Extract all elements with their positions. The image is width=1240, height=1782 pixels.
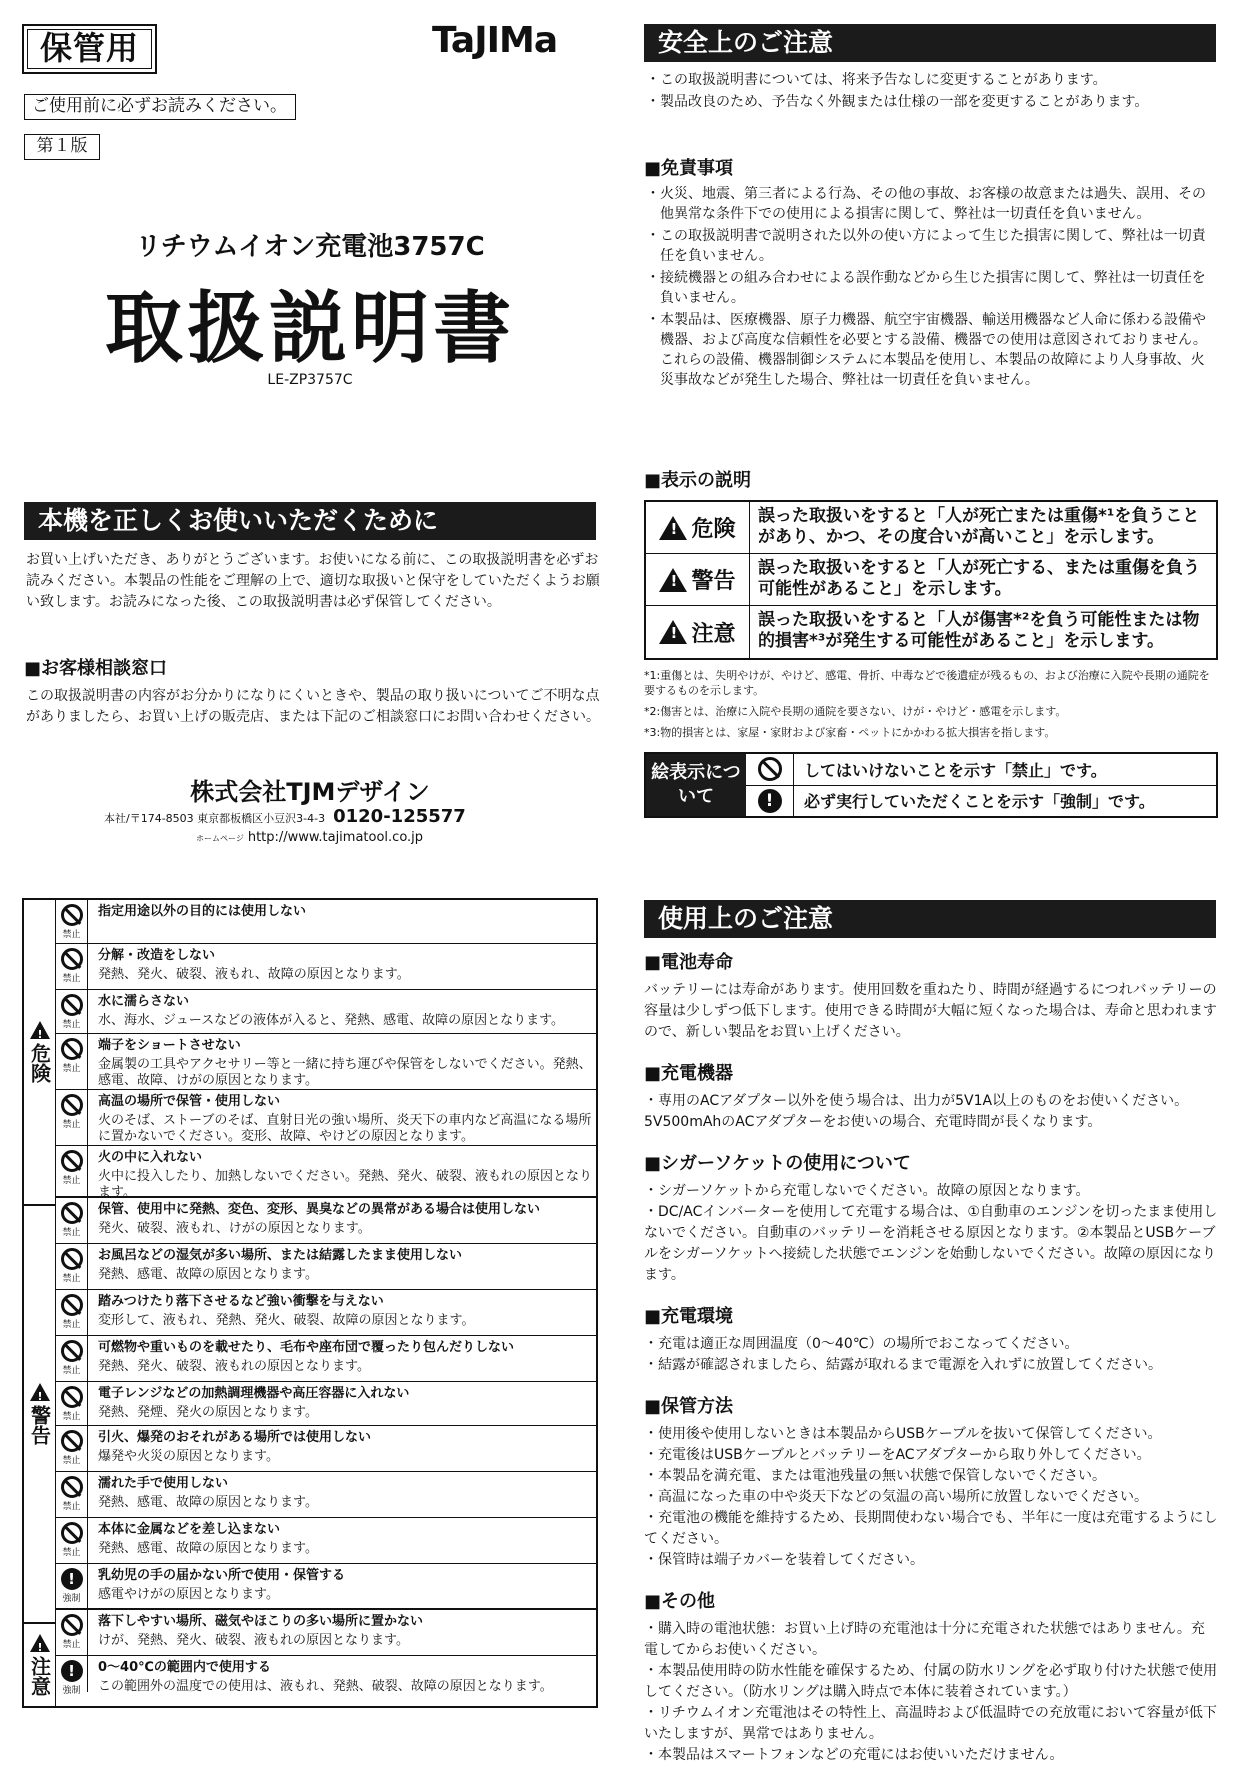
keep-label: 保管用 — [39, 29, 139, 67]
picto-legend-label: 絵表示について — [646, 754, 746, 816]
document-title: 取扱説明書 — [104, 284, 515, 374]
prohibit-icon — [61, 948, 83, 970]
section-item: ・シガーソケットから充電しないでください。故障の原因となります。 — [644, 1183, 1090, 1199]
icon-label: 禁止 — [62, 1412, 81, 1422]
warning-heading: 電子レンジなどの加熱調理機器や高圧容器に入れない — [98, 1386, 410, 1401]
warning-text: 発熱、感電、故障の原因となります。 — [98, 1267, 318, 1282]
picto-text: してはいけないことを示す「禁止」です。 — [804, 760, 1107, 780]
warning-row — [56, 1518, 596, 1564]
warning-text: 発熱、発火、破裂、液もれの原因となります。 — [98, 1359, 370, 1374]
warning-text: 火のそば、ストーブのそば、直射日光の強い場所、炎天下の車内など高温になる場所に置かないでください。変形、故障、やけどの原因となります。 — [98, 1113, 592, 1144]
row-icon-cell — [56, 1382, 88, 1425]
battery-life-section — [644, 948, 1218, 1043]
section-item: ・充電池の機能を維持するため、長期間使わない場合でも、半年に一度は充電するようにしてください。 — [644, 1510, 1218, 1547]
picto-row — [746, 754, 1216, 786]
prohibit-icon — [758, 757, 782, 781]
warning-text: 発熱、発煙、発火の原因となります。 — [98, 1405, 318, 1420]
customer-heading: ■お客様相談窓口 — [24, 658, 168, 679]
icon-label: 禁止 — [62, 1020, 81, 1030]
warning-heading: お風呂などの湿気が多い場所、または結露したまま使用しない — [98, 1248, 463, 1263]
warning-row — [56, 1244, 596, 1290]
pictogram-legend — [644, 752, 1218, 818]
prohibit-icon — [61, 1094, 83, 1116]
company-name: 株式会社TJMデザイン — [190, 778, 430, 806]
icon-label: 禁止 — [62, 930, 81, 940]
warning-row — [56, 944, 596, 990]
product-name: リチウムイオン充電池3757C — [135, 232, 485, 262]
charger-section — [644, 1059, 1218, 1133]
usage-heading: 使用上のご注意 — [644, 900, 1216, 938]
warning-text: 発熱、感電、故障の原因となります。 — [98, 1541, 318, 1556]
footnotes — [644, 668, 1218, 740]
prohibit-icon — [61, 1294, 83, 1316]
prohibit-icon — [61, 1430, 83, 1452]
disclaimer-heading: ■免責事項 — [644, 158, 734, 179]
disclaimer-item: ・火災、地震、第三者による行為、その他の事故、お客様の故意または過失、誤用、その他異常な条件下での使用による損害に関して、弊社は一切責任を負いません。 — [646, 186, 1206, 222]
signal-text: 誤った取扱いをすると「人が死亡する、または重傷を負う可能性があること」を示します。 — [758, 558, 1200, 599]
customer-text: この取扱説明書の内容がお分かりになりにくいときや、製品の取り扱いについてご不明な点がありましたら、お買い上げの販売店、または下記のご相談窓口にお問い合わせください。 — [26, 688, 600, 725]
section-text: バッテリーには寿命があります。使用回数を重ねたり、時間が経過するにつれバッテリーの容量は少しずつ低下します。使用できる時間が大幅に短くなった場合は、寿命と思われますので、新しい製品をお買い上げください。 — [644, 982, 1217, 1040]
warning-heading: 火の中に入れない — [98, 1150, 203, 1165]
warning-row — [56, 1426, 596, 1472]
section-heading: ■保管方法 — [644, 1396, 734, 1417]
edition-label: 第１版 — [24, 134, 100, 160]
warning-row — [56, 1090, 596, 1146]
signal-label — [646, 554, 750, 605]
safety-note: ・この取扱説明書については、将来予告なしに変更することがあります。 — [646, 72, 1107, 88]
signal-word: 警告 — [691, 569, 736, 594]
prohibit-icon — [61, 1340, 83, 1362]
brand-logo — [432, 18, 602, 69]
warning-row — [56, 1472, 596, 1518]
warning-row — [56, 1198, 596, 1244]
warning-row — [56, 1146, 596, 1198]
intro-heading: 本機を正しくお使いいただくために — [24, 502, 596, 540]
signal-label — [646, 502, 750, 553]
icon-label: 禁止 — [62, 1502, 81, 1512]
warning-text: けが、発熱、発火、破裂、液もれの原因となります。 — [98, 1633, 409, 1648]
warning-heading: 保管、使用中に発熱、変色、変形、異臭などの異常がある場合は使用しない — [98, 1202, 541, 1217]
phone-number: 0120-125577 — [333, 806, 466, 827]
storage-section — [644, 1392, 1218, 1571]
row-icon-cell — [56, 944, 88, 989]
warning-heading: 0～40℃の範囲内で使用する — [98, 1660, 271, 1675]
row-icon-cell — [56, 1290, 88, 1335]
warning-heading: 端子をショートさせない — [98, 1038, 241, 1053]
row-icon-cell — [56, 1472, 88, 1517]
row-icon-cell — [56, 990, 88, 1033]
prohibit-icon — [61, 1522, 83, 1544]
warning-heading: 水に濡らさない — [98, 994, 190, 1009]
section-item: ・充電は適正な周囲温度（0～40℃）の場所でおこなってください。 — [644, 1336, 1079, 1352]
warning-triangle-icon — [30, 1383, 50, 1401]
intro-text: お買い上げいただき、ありがとうございます。お使いになる前に、この取扱説明書を必ずお読みください。本製品の性能をご理解の上で、適切な取扱いと保守をしていただくようお願い致します。お読みになった後、この取扱説明書は必ず保管してください。 — [26, 552, 600, 610]
category-label: 危険 — [27, 1043, 52, 1083]
row-icon-cell — [56, 900, 88, 943]
warning-text: この範囲外の温度での使用は、液もれ、発熱、破裂、故障の原因となります。 — [98, 1679, 553, 1694]
warning-row — [56, 1610, 596, 1656]
footnote: *1:重傷とは、失明やけが、やけど、感電、骨折、中毒などで後遺症が残るもの、および治療に入院や長期の通院を要するものを示します。 — [644, 669, 1210, 697]
warning-heading: 指定用途以外の目的には使用しない — [98, 904, 307, 919]
warning-text: 変形して、液もれ、発熱、発火、破裂、故障の原因となります。 — [98, 1313, 475, 1328]
warning-heading: 乳幼児の手の届かない所で使用・保管する — [98, 1568, 346, 1583]
warning-text: 発火、破裂、液もれ、けがの原因となります。 — [98, 1221, 371, 1236]
warning-text: 発熱、発火、破裂、液もれ、故障の原因となります。 — [98, 967, 410, 982]
icon-label: 強制 — [62, 1594, 81, 1604]
warning-table — [22, 898, 598, 1708]
section-item: ・高温になった車の中や炎天下などの気温の高い場所に放置しないでください。 — [644, 1489, 1148, 1505]
mandatory-icon: ! — [758, 789, 782, 813]
disclaimer-item: ・この取扱説明書で説明された以外の使い方によって生じた損害に関して、弊社は一切責任を負いません。 — [646, 228, 1206, 264]
prohibit-icon — [61, 904, 83, 926]
signal-word: 注意 — [691, 621, 736, 647]
icon-label: 禁止 — [62, 1176, 81, 1186]
signal-row-danger — [646, 502, 1216, 554]
category-label: 注意 — [27, 1656, 52, 1696]
display-heading: ■表示の説明 — [644, 470, 752, 491]
picto-text: 必ず実行していただくことを示す「強制」です。 — [804, 792, 1155, 812]
icon-label: 禁止 — [62, 1366, 81, 1376]
picto-row — [746, 786, 1216, 817]
read-first-notice: ご使用前に必ずお読みください。 — [24, 94, 296, 120]
section-item: ・本製品使用時の防水性能を確保するため、付属の防水リングを必ず取り付けた状態で使用してください。（防水リングは購入時点で本体に装着されています。） — [644, 1663, 1218, 1700]
usage-sections — [644, 948, 1218, 1782]
warning-row — [56, 1382, 596, 1426]
section-item: ・購入時の電池状態：お買い上げ時の充電池は十分に充電された状態ではありません。充電してからお使いください。 — [644, 1621, 1205, 1658]
other-section — [644, 1587, 1218, 1766]
warning-text: 感電やけがの原因となります。 — [98, 1587, 279, 1602]
warning-heading: 濡れた手で使用しない — [98, 1476, 229, 1491]
row-icon-cell — [56, 1564, 88, 1608]
warning-text: 金属製の工具やアクセサリー等と一緒に持ち運びや保管をしないでください。発熱、感電、故障、けがの原因となります。 — [98, 1057, 592, 1088]
footnote: *3:物的損害とは、家屋・家財および家畜・ペットにかかわる拡大損害を指します。 — [644, 726, 1056, 739]
safety-note: ・製品改良のため、予告なく外観または仕様の一部を変更することがあります。 — [646, 94, 1149, 110]
warning-heading: 分解・改造をしない — [98, 948, 216, 963]
icon-label: 禁止 — [62, 1228, 81, 1238]
warning-text: 火中に投入したり、加熱しないでください。発熱、発火、破裂、液もれの原因となります。 — [98, 1169, 593, 1200]
row-icon-cell — [56, 1610, 88, 1655]
signal-text: 誤った取扱いをすると「人が死亡または重傷*¹を負うことがあり、かつ、その度合いが高いこと」を示します。 — [758, 506, 1200, 547]
disclaimer-item: ・接続機器との組み合わせによる誤作動などから生じた損害に関して、弊社は一切責任を負いません。 — [646, 270, 1206, 306]
warning-triangle-icon — [659, 620, 687, 644]
section-heading: ■充電機器 — [644, 1063, 734, 1084]
row-icon-cell — [56, 1426, 88, 1471]
warning-heading: 踏みつけたり落下させるなど強い衝撃を与えない — [98, 1294, 384, 1309]
disclaimer-item: ・本製品は、医療機器、原子力機器、航空宇宙機器、輸送用機器など人命に係わる設備や機器、および高度な信頼性を必要とする設備、機器での使用は意図されておりません。これらの設備、機器制御システムに本製品を使用し、本製品の故障により人身事故、火災事故などが発生した場合、弊社は一切責任を負いません。 — [646, 312, 1207, 388]
row-icon-cell — [56, 1244, 88, 1289]
address-text: 本社/〒174-8503 東京都板橋区小豆沢3-4-3 — [104, 812, 326, 825]
signal-word: 危険 — [691, 517, 736, 542]
warning-row — [56, 990, 596, 1034]
icon-label: 禁止 — [62, 1120, 81, 1130]
row-icon-cell — [56, 1656, 88, 1696]
prohibit-icon — [61, 1386, 83, 1408]
website — [196, 830, 423, 845]
warning-heading: 本体に金属などを差し込まない — [98, 1522, 281, 1537]
warning-heading: 落下しやすい場所、磁気やほこりの多い場所に置かない — [98, 1614, 424, 1629]
warning-triangle-icon — [659, 568, 687, 592]
footnote: *2:傷害とは、治療に入院や長期の通院を要さない、けが・やけど・感電を示します。 — [644, 705, 1067, 718]
icon-label: 禁止 — [62, 1640, 81, 1650]
warning-text: 発熱、感電、故障の原因となります。 — [98, 1495, 318, 1510]
section-item: ・DC/ACインバーターを使用して充電する場合は、①自動車のエンジンを切ったまま使用しないでください。自動車のバッテリーを消耗させる原因となります。②本製品とUSBケーブルをシガーソケットへ接続した状態でエンジンを始動しないでください。故障の原因になります。 — [644, 1204, 1218, 1283]
row-icon-cell — [56, 1090, 88, 1145]
signal-row-warning — [646, 554, 1216, 606]
charging-environment-section — [644, 1302, 1218, 1376]
icon-label: 禁止 — [62, 974, 81, 984]
warning-triangle-icon — [659, 516, 687, 540]
prohibit-icon — [61, 1038, 83, 1060]
prohibit-icon — [61, 1248, 83, 1270]
website-link[interactable]: http://www.tajimatool.co.jp — [247, 830, 424, 845]
warning-row — [56, 1336, 596, 1382]
section-item: ・保管時は端子カバーを装着してください。 — [644, 1552, 924, 1568]
disclaimer-list — [646, 184, 1218, 392]
signal-row-caution — [646, 606, 1216, 658]
warning-text: 爆発や火災の原因となります。 — [98, 1449, 279, 1464]
website-label: ホームページ — [196, 834, 244, 843]
warning-row — [56, 1564, 596, 1610]
prohibit-icon — [61, 1150, 83, 1172]
icon-label: 強制 — [62, 1686, 81, 1696]
prohibit-icon — [61, 1202, 83, 1224]
icon-label: 禁止 — [62, 1548, 81, 1558]
row-icon-cell — [56, 1146, 88, 1196]
row-icon-cell — [56, 1198, 88, 1243]
mandatory-icon: ! — [61, 1660, 83, 1682]
warning-row — [56, 900, 596, 944]
icon-label: 禁止 — [62, 1274, 81, 1284]
section-item: ・結露が確認されましたら、結露が取れるまで電源を入れずに放置してください。 — [644, 1357, 1162, 1373]
warning-heading: 高温の場所で保管・使用しない — [98, 1094, 281, 1109]
warning-row — [56, 1656, 596, 1696]
signal-text: 誤った取扱いをすると「人が傷害*²を負う可能性または物的損害*³が発生する可能性があること」を示します。 — [758, 610, 1200, 651]
safety-heading: 安全上のご注意 — [644, 24, 1216, 62]
row-icon-cell — [56, 1034, 88, 1089]
icon-label: 禁止 — [62, 1064, 81, 1074]
document-code: LE-ZP3757C — [267, 372, 353, 388]
safety-notes — [646, 70, 1218, 114]
warning-heading: 可燃物や重いものを載せたり、毛布や座布団で覆ったり包んだりしない — [98, 1340, 515, 1355]
warning-row — [56, 1290, 596, 1336]
section-heading: ■充電環境 — [644, 1306, 734, 1327]
icon-label: 禁止 — [62, 1456, 81, 1466]
category-warning — [24, 1206, 56, 1624]
category-label: 警告 — [27, 1405, 52, 1445]
warning-heading: 引火、爆発のおそれがある場所では使用しない — [98, 1430, 372, 1445]
icon-label: 禁止 — [62, 1320, 81, 1330]
prohibit-icon — [61, 994, 83, 1016]
signal-label — [646, 606, 750, 658]
svg-text:TaJIMa: TaJIMa — [432, 20, 558, 61]
prohibit-icon — [61, 1614, 83, 1636]
warning-triangle-icon — [30, 1634, 50, 1652]
warning-text: 水、海水、ジュースなどの液体が入ると、発熱、感電、故障の原因となります。 — [98, 1013, 565, 1028]
section-heading: ■シガーソケットの使用について — [644, 1153, 911, 1174]
company-address — [104, 806, 466, 827]
warning-triangle-icon — [30, 1021, 50, 1039]
row-icon-cell — [56, 1336, 88, 1381]
signal-word-table — [644, 500, 1218, 660]
prohibit-icon — [61, 1476, 83, 1498]
cigar-socket-section — [644, 1149, 1218, 1286]
mandatory-icon: ! — [61, 1568, 83, 1590]
category-danger — [24, 900, 56, 1206]
category-caution — [24, 1624, 56, 1706]
section-text: ・専用のACアダプター以外を使う場合は、出力が5V1A以上のものをお使いください。5V500mAhのACアダプターをお使いの場合、充電時間が長くなります。 — [644, 1093, 1189, 1130]
section-item: ・本製品はスマートフォンなどの充電にはお使いいただけません。 — [644, 1747, 1064, 1763]
section-item: ・充電後はUSBケーブルとバッテリーをACアダプターから取り外してください。 — [644, 1447, 1151, 1463]
section-heading: ■電池寿命 — [644, 952, 734, 973]
keep-label-box — [22, 24, 157, 74]
section-item: ・リチウムイオン充電池はその特性上、高温時および低温時での充放電において容量が低下いたしますが、異常ではありません。 — [644, 1705, 1217, 1742]
section-item: ・本製品を満充電、または電池残量の無い状態で保管しないでください。 — [644, 1468, 1106, 1484]
section-heading: ■その他 — [644, 1591, 716, 1612]
warning-row — [56, 1034, 596, 1090]
row-icon-cell — [56, 1518, 88, 1563]
section-item: ・使用後や使用しないときは本製品からUSBケーブルを抜いて保管してください。 — [644, 1426, 1162, 1442]
